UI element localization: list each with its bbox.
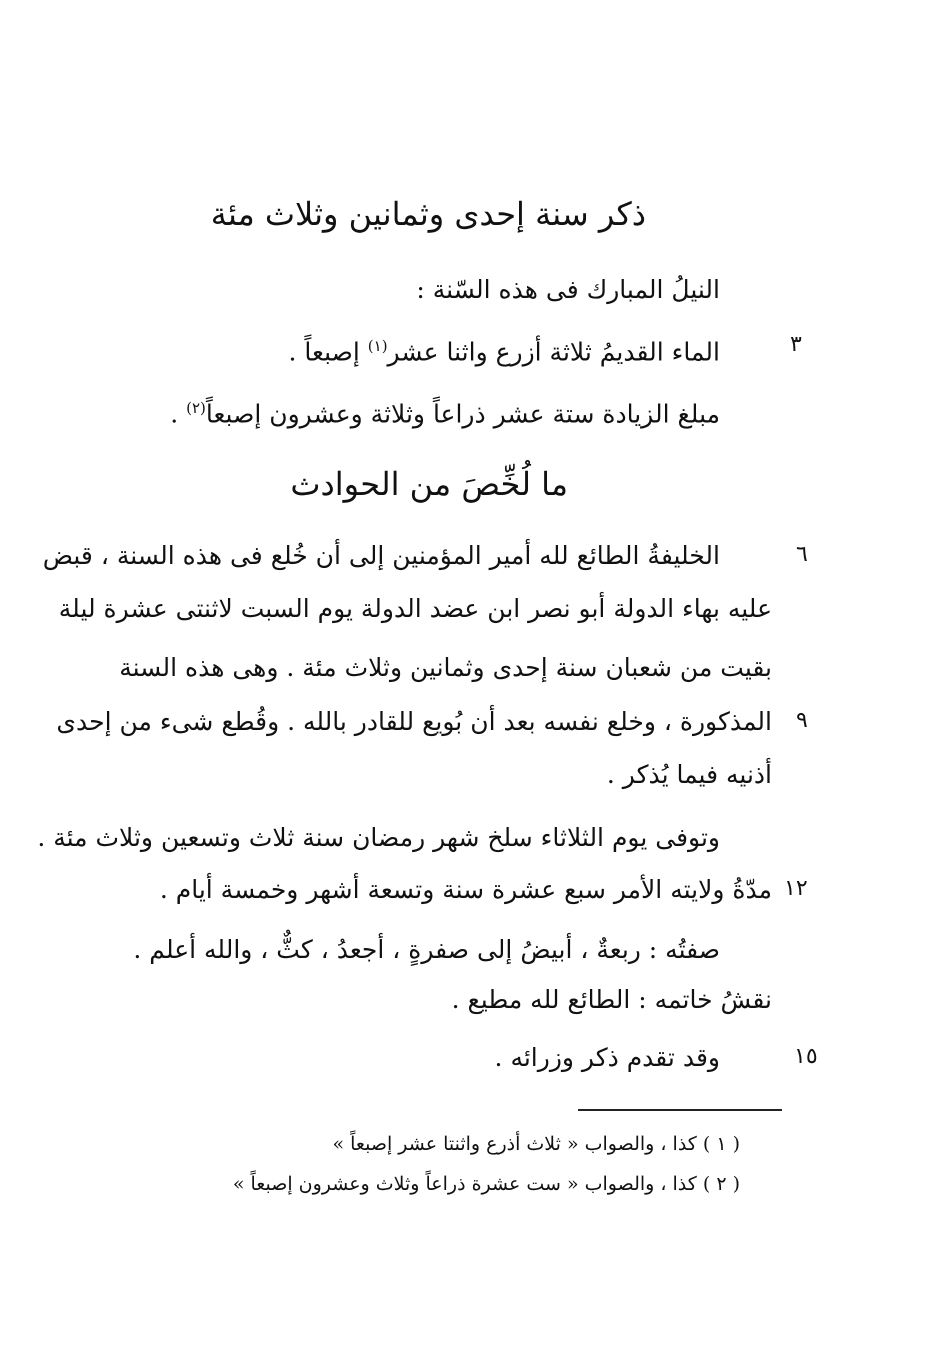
para1-line-2: عليه بهاء الدولة أبو نصر ابن عضد الدولة يوم السبت لاثنتى عشرة ليلة [58,594,772,623]
reign-line: مدّةُ ولايته الأمر سبع عشرة سنة وتسعة أشهر وخمسة أيام . [159,875,772,904]
para1-line-1: الخليفةُ الطائع لله أمير المؤمنين إلى أن خُلع فى هذه السنة ، قبض [42,541,720,570]
description-line: صفتُه : ربعةٌ ، أبيضُ إلى صفرةٍ ، أجعدُ ، كثٌّ ، والله أعلم . [133,935,720,964]
line-number-12: ١٢ [784,876,808,901]
line-number-6: ٦ [796,542,808,567]
increase-line [170,388,720,434]
line-number-9: ٩ [796,708,808,733]
seal-line: نقشُ خاتمه : الطائع لله مطيع . [451,985,772,1014]
para1-line-4: المذكورة ، وخلع نفسه بعد أن بُويع للقادر بالله . وقُطع شىء من إحدى [56,707,772,736]
death-line: وتوفى يوم الثلاثاء سلخ شهر رمضان سنة ثلاث وتسعين وثلاث مئة . [37,823,720,852]
increase-tail: . [170,399,179,429]
old-water-text: الماء القديمُ ثلاثة أزرع واثنا عشر [387,337,720,367]
increase-text: مبلغ الزيادة ستة عشر ذراعاً وثلاثة وعشرون إصبعاً [205,399,720,429]
para1-line-5: أذنيه فيما يُذكر . [606,760,772,789]
para1-line-3: بقيت من شعبان سنة إحدى وثمانين وثلاث مئة . وهى هذه السنة [119,653,772,682]
footnote-separator [578,1109,782,1111]
old-water-line [289,326,720,372]
viziers-line: وقد تقدم ذكر وزرائه . [494,1043,720,1072]
line-number-15: ١٥ [794,1044,818,1069]
footnote-2: ( ٢ ) كذا ، والصواب « ست عشرة ذراعاً وثلاث وعشرون إصبعاً » [232,1173,740,1195]
old-water-tail: إصبعاً . [288,337,360,367]
section-heading-year: ذكر سنة إحدى وثمانين وثلاث مئة [210,195,646,233]
footnote-ref-2: (٢) [186,399,206,417]
nile-intro: النيلُ المبارك فى هذه السّنة : [416,275,720,304]
section-heading-events: ما لُخِّصَ من الحوادث [290,465,568,503]
line-number-3: ٣ [790,332,802,357]
footnote-1: ( ١ ) كذا ، والصواب « ثلاث أذرع واثنتا عشر إصبعاً » [332,1133,740,1155]
footnote-ref-1: (١) [367,337,388,355]
